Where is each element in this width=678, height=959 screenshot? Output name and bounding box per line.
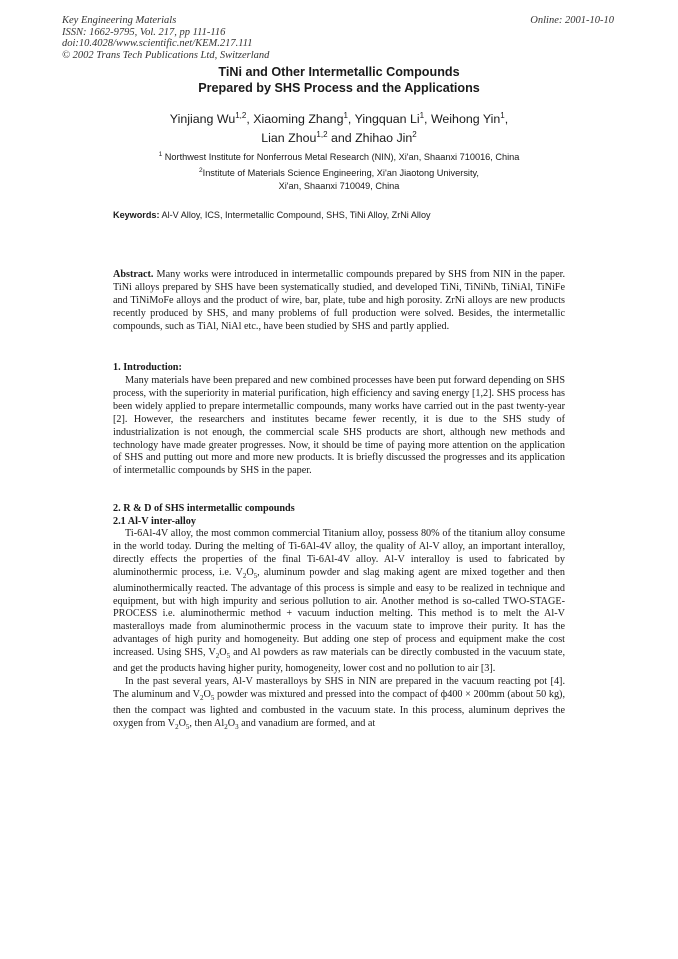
subsection-2-1-heading: 2.1 Al-V inter-alloy xyxy=(113,516,196,527)
abstract-text: Many works were introduced in intermetallic compounds prepared by SHS from NIN in the paper. TiNi alloys prepared by SHS have been systematically studied, and developed TiNi, TiNiNb, TiNiAl, TiNiFe and TiNiMoFe alloys and the product of wire, bar, plate, tube and high porosity. ZrNi alloys are new products recently produced by SHS, and many problems of full production were solved. Besides, the intermetallic compounds, such as TiAl, NiAl etc., have been studied by SHS and partly applied. xyxy=(113,269,566,332)
author-name: Xiaoming Zhang xyxy=(253,112,344,127)
copyright-line: © 2002 Trans Tech Publications Ltd, Switzerland xyxy=(62,49,270,61)
author-affil-mark: 1 xyxy=(343,111,348,120)
abstract xyxy=(113,269,565,334)
affiliation-text: Institute of Materials Science Engineering, Xi'an Jiaotong University, xyxy=(202,168,479,179)
title-line-1: TiNi and Other Intermetallic Compounds xyxy=(218,65,460,79)
author-name: Yingquan Li xyxy=(354,112,420,127)
online-date: Online: 2001-10-10 xyxy=(530,15,614,26)
intro-paragraph: Many materials have been prepared and new combined processes have been put forward depending on SHS process, with the superiority in material purification, high efficiency and saving energy [1,2]. SHS process has been widely applied to prepare intermetallic compounds, many works have carried out in the past twenty-year [2]. However, the researchers and institutes became fewer recently, it is due to the SHS study of industrialization is not enough, the commercial scale SHS products are short, although new methods and technology have made greater progresses. Now, it should be time of paying more attention on the application of SHS and putting out more and more new products. It is briefly discussed the progresses and its application of intermetallic compounds by SHS in the paper. xyxy=(113,375,565,477)
author-list: Yinjiang Wu$^{1,2}$, Xiaoming Zhang$^1$, Yingquan Li$^1$, Weihong Yin$^1$, Lian Zhou$^{1,2}$ and Zhihao Jin$^2$ xyxy=(169,111,509,146)
affiliation-mark: 2 xyxy=(199,167,203,174)
author-name: Weihong Yin xyxy=(430,112,501,127)
section-2-heading: 2. R & D of SHS intermetallic compounds xyxy=(113,503,295,514)
affiliation-2 xyxy=(0,164,678,193)
section-1-heading: 1. Introduction: xyxy=(113,362,182,373)
author-name: Yinjiang Wu xyxy=(169,112,236,127)
doi-line: doi:10.4028/www.scientific.net/KEM.217.111 xyxy=(62,38,253,49)
journal-name: Key Engineering Materials xyxy=(62,15,177,26)
author-affil-mark: 1,2 xyxy=(316,130,328,140)
section-2-body xyxy=(113,528,565,734)
author-affil-mark: 1 xyxy=(419,111,425,120)
affiliation-text: Northwest Institute for Nonferrous Metal Research (NIN), Xi'an, Shaanxi 710016, China xyxy=(164,152,520,163)
author-affil-mark: 2 xyxy=(412,130,417,140)
section-2-paragraph-2: In the past several years, Al-V masteralloys by SHS in NIN are prepared in the vacuum reacting pot [4]. The aluminum and $V_2O_5$ powder was mixtured and pressed into the compact of ф400 × 200mm (about 50 kg), then the compact was lighted and combusted in the vacuum state. In this process, aluminum deprives the oxygen from $V_2O_5$, then $Al_2O_3$ and vanadium are formed, and at xyxy=(113,676,565,731)
journal-header xyxy=(62,15,269,61)
keywords-label: Keywords: xyxy=(113,210,160,220)
keywords-text: Al-V Alloy, ICS, Intermetallic Compound, SHS, TiNi Alloy, ZrNi Alloy xyxy=(161,210,431,220)
section-2-paragraph-1: Ti-6Al-4V alloy, the most common commercial Titanium alloy, possess 80% of the titanium alloy consume in the world today. During the melting of Ti-6Al-4V alloy, the quality of Al-V alloy, an important interalloy, directly effects the properties of the final Ti-6Al-4V alloy. Al-V interalloy is used to fabricated by aluminothermic process, i.e. $V_2O_5$, aluminum powder and slag making agent are mixed together and then aluminothermically reacted. The advantage of this process is simple and easy to be realized in technique and equipment, but with high impurity and serious pollution to air. Another method is so-called TWO-STAGE-PROCESS i.e. aluminothermic method + vacuum induction melting. This method is to melt the Al-V masteralloys made from aluminothermic process in the vacuum state to improve their purity. It has the advantages of high purity and homogeneity. But adding one step of process and equipment make the cost increased. Using SHS, $V_2O_5$ and Al powders as raw materials can be directly combusted in the vacuum state, and get the products having higher purity, homogeneity, lower cost and no pollution to air [3]. xyxy=(113,528,565,675)
author-name: Zhihao Jin xyxy=(355,131,413,146)
author-affil-mark: 1 xyxy=(500,111,505,120)
keywords xyxy=(113,210,431,220)
issn-line: ISSN: 1662-9795, Vol. 217, pp 111-116 xyxy=(62,26,226,38)
introduction xyxy=(113,375,565,478)
affiliation-mark: 1 xyxy=(158,151,163,158)
author-conjunction: and xyxy=(330,131,352,146)
author-name: Lian Zhou xyxy=(261,131,317,146)
abstract-label: Abstract. xyxy=(113,269,154,280)
paper-title xyxy=(0,65,678,96)
title-line-2: Prepared by SHS Process and the Applications xyxy=(198,80,480,95)
affiliation-1 xyxy=(0,148,678,164)
author-affil-mark: 1,2 xyxy=(235,111,247,120)
section-2-headings xyxy=(113,502,295,528)
affiliation-text: Xi'an, Shaanxi 710049, China xyxy=(278,181,400,192)
